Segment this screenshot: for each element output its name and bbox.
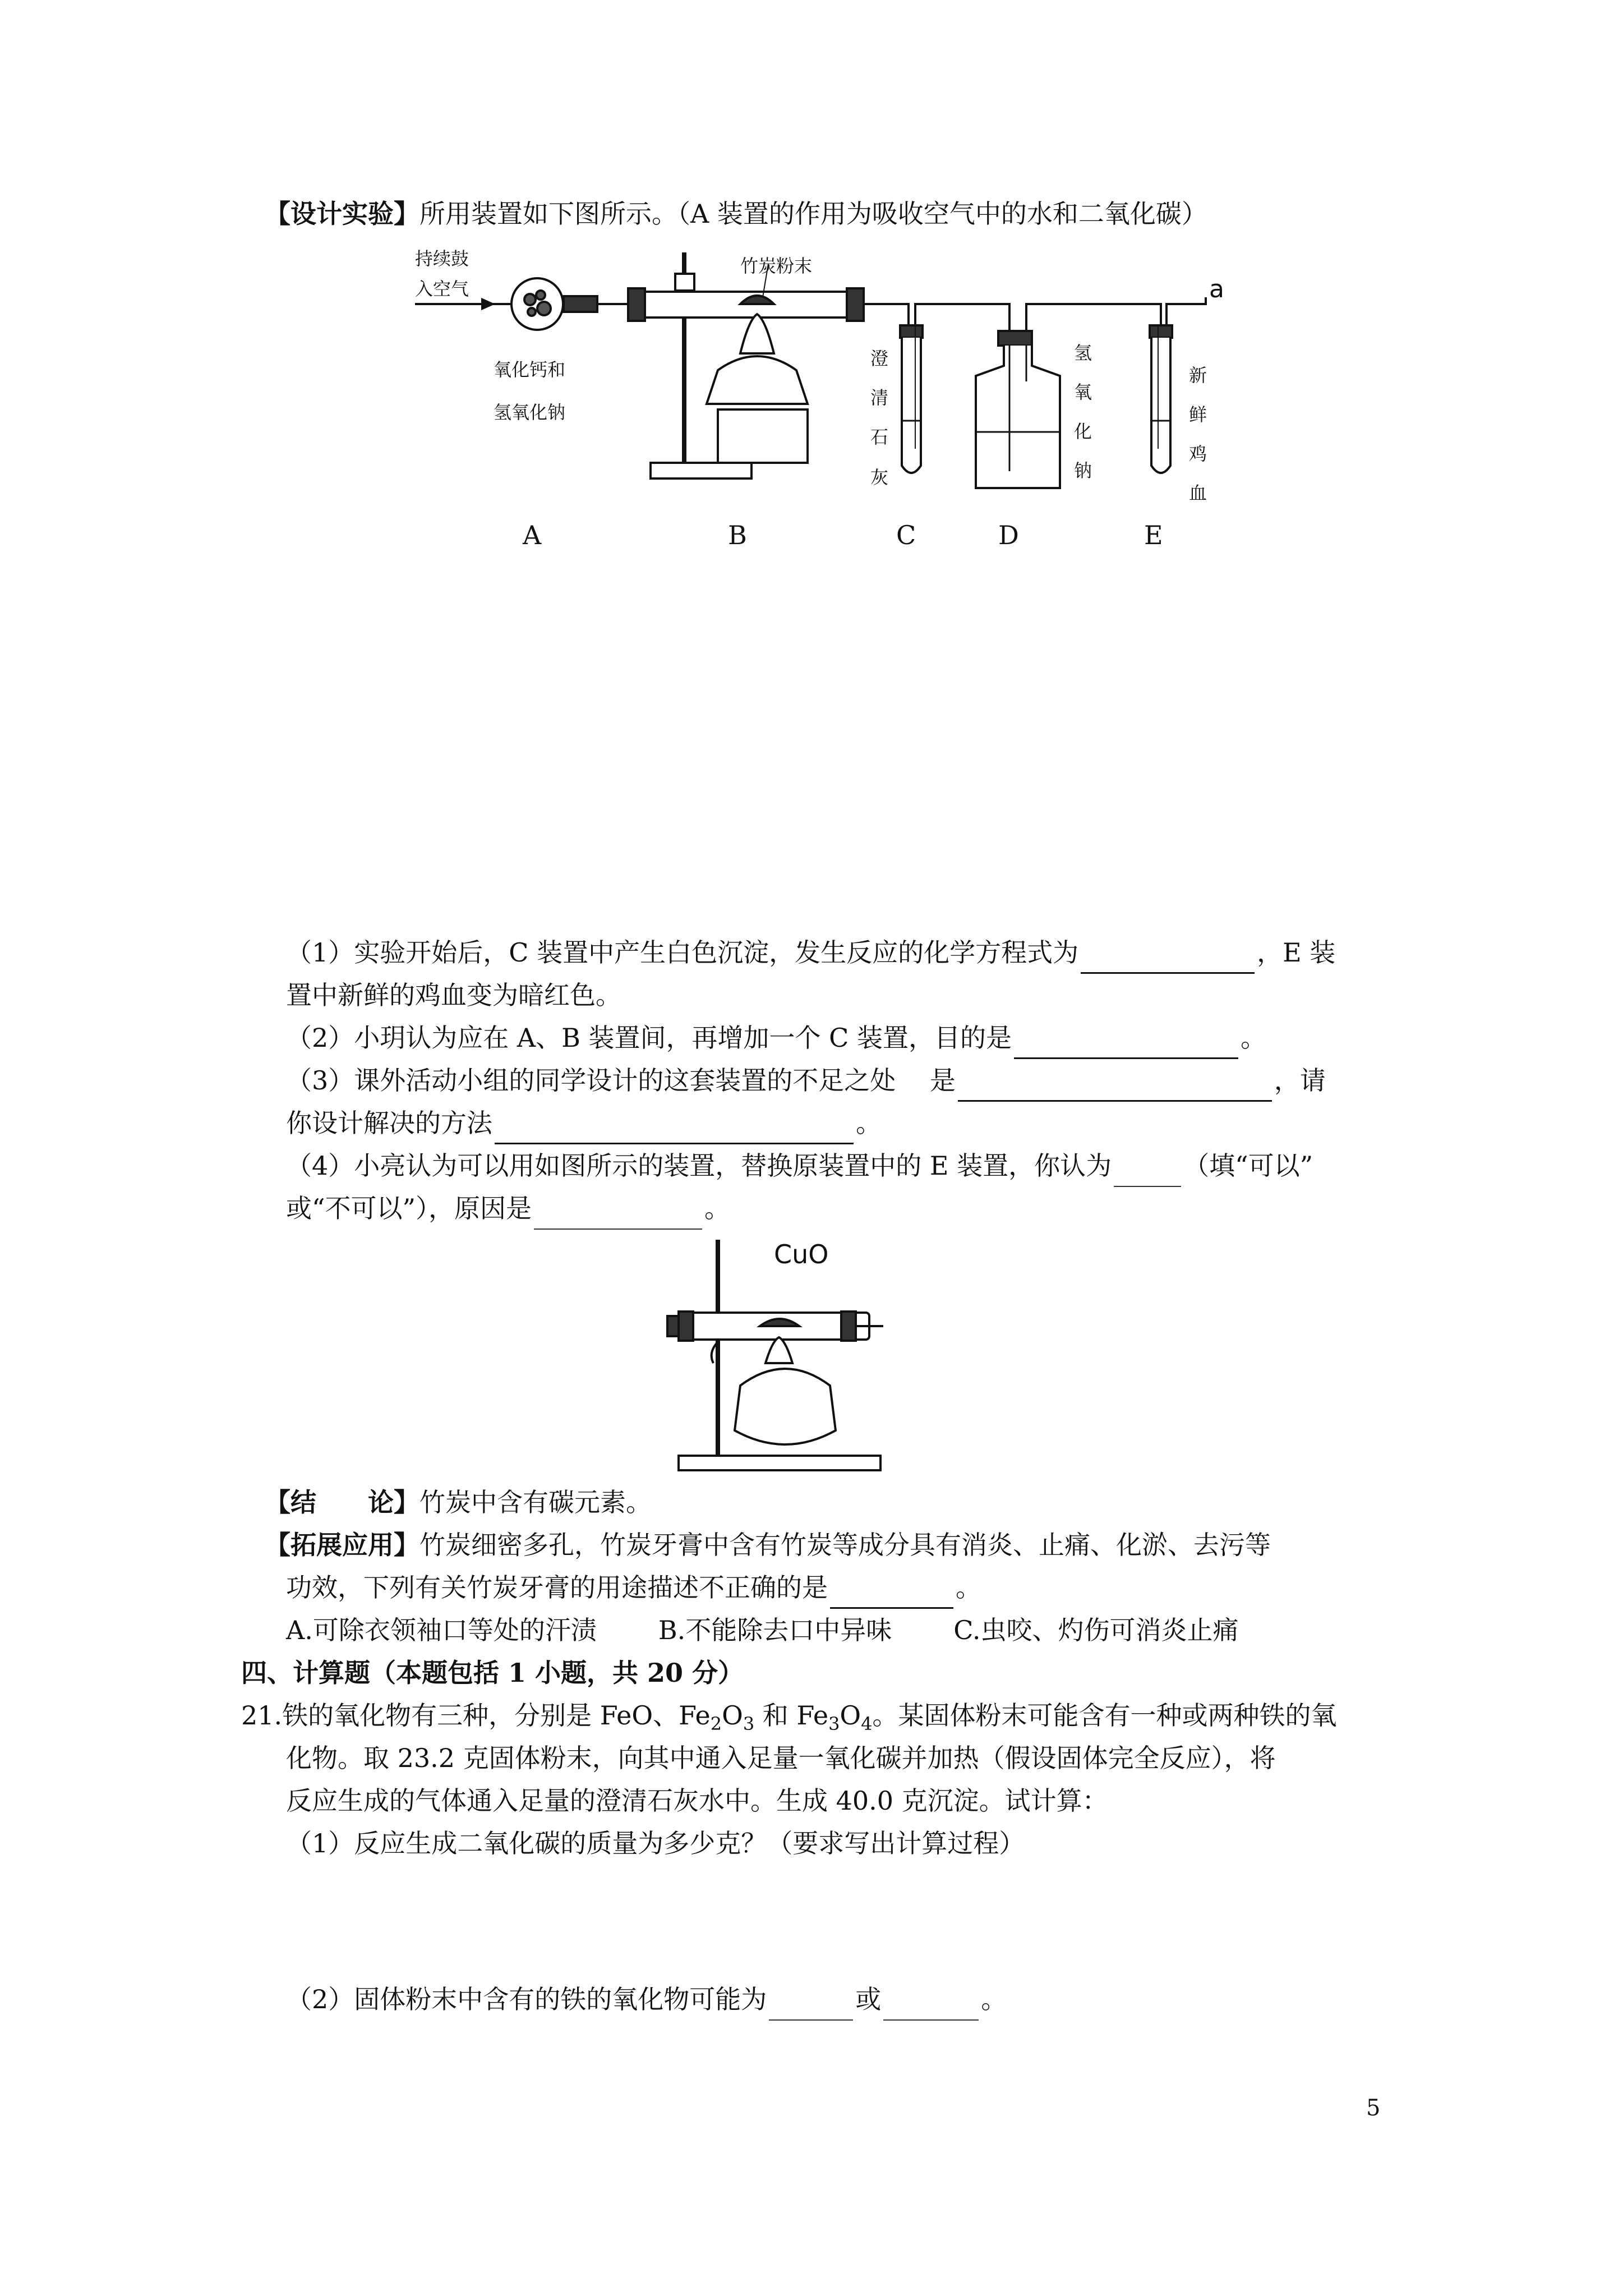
reagent-e-1: 新 [1189, 365, 1207, 386]
extension-heading: 【拓展应用】 [265, 1530, 419, 1560]
q1-line1 [286, 931, 1335, 974]
q1-answer-blank[interactable] [1081, 942, 1255, 974]
extension-text-2: 功效，下列有关竹炭牙膏的用途描述不正确的是 [286, 1572, 828, 1603]
label-b: B [728, 520, 747, 550]
q4-text-c: 或“不可以”），原因是 [286, 1193, 532, 1223]
q21-mid-1: O [722, 1700, 743, 1731]
test-tube-c [902, 338, 921, 473]
q21-sub-4: 4 [861, 1713, 873, 1734]
air-arrow-head [482, 300, 492, 309]
q21-part2-text-a: （2）固体粉末中含有的铁的氧化物可能为 [286, 1984, 767, 2014]
q21-part2-text-b: 。 [981, 1984, 1007, 2014]
label-e: E [1144, 520, 1163, 550]
q4-answer-blank-2[interactable] [534, 1198, 702, 1230]
reagent-e-4: 血 [1189, 482, 1207, 504]
cuo-apparatus-figure [662, 1228, 897, 1475]
label-a: A [523, 520, 542, 550]
reagent-d-2: 氧 [1074, 381, 1092, 403]
q1-line2: 置中新鲜的鸡血变为暗红色。 [286, 980, 621, 1010]
charcoal-label: 竹炭粉末 [740, 255, 813, 277]
cuo-label: CuO [774, 1239, 829, 1269]
label-d: D [998, 520, 1019, 550]
q3-text-d: 。 [856, 1108, 882, 1138]
extension-text-3: 。 [956, 1572, 981, 1603]
q21-line2: 化物。取 23.2 克固体粉末，向其中通入足量一氧化碳并加热（假设固体完全反应），将 [286, 1743, 1276, 1773]
design-heading: 【设计实验】 [265, 199, 419, 229]
bottle-d [976, 346, 1060, 488]
q1-text-b: ，E 装 [1257, 937, 1336, 968]
option-c: C.虫咬、灼伤可消炎止痛 [953, 1615, 1239, 1645]
lamp-block [718, 409, 808, 463]
stand-base-b [651, 463, 751, 478]
q4-text-b: （填“可以” [1183, 1151, 1313, 1181]
extension-text-1: 竹炭细密多孔，竹炭牙膏中含有竹炭等成分具有消炎、止痛、化淤、去污等 [419, 1530, 1271, 1560]
reagent-c-1: 澄 [870, 348, 889, 369]
q21-answer-blank-1[interactable] [769, 1989, 853, 2021]
alcohol-lamp-b [707, 356, 808, 404]
q3-answer-blank-2[interactable] [495, 1112, 854, 1144]
drying-tube-a [511, 278, 563, 330]
test-tube-e [1151, 338, 1170, 473]
air-label-1: 持续鼓 [415, 248, 469, 269]
q21-sub-2: 3 [743, 1713, 755, 1734]
reagent-d-4: 钠 [1074, 460, 1092, 481]
q21-sub-1: 2 [710, 1713, 722, 1734]
option-a: A.可除衣领袖口等处的汗渍 [286, 1615, 597, 1645]
design-line [265, 192, 1207, 235]
alcohol-lamp [735, 1369, 836, 1444]
section4-title: 四、计算题（本题包括 1 小题，共 20 分） [241, 1658, 744, 1688]
design-text: 所用装置如下图所示。（A 装置的作用为吸收空气中的水和二氧化碳） [419, 199, 1207, 229]
q2-text-b: 。 [1240, 1023, 1266, 1053]
q2-answer-blank[interactable] [1014, 1027, 1238, 1059]
stand-base [679, 1456, 880, 1470]
q21-part2-or: 或 [855, 1984, 882, 2014]
reagent-e-3: 鸡 [1189, 443, 1207, 464]
q21-answer-blank-2[interactable] [883, 1989, 979, 2021]
air-label-2: 入空气 [415, 278, 469, 300]
reagent-c-4: 灰 [870, 467, 889, 488]
q4-answer-blank-1[interactable] [1114, 1156, 1181, 1187]
extension-options [286, 1609, 1238, 1651]
q21-mid-2: 和 Fe [754, 1700, 829, 1731]
extension-line2 [286, 1566, 981, 1609]
outlet-label: a [1209, 275, 1224, 303]
q21-part2 [286, 1978, 1007, 2021]
reagent-c-2: 清 [870, 387, 889, 408]
q21-text-a: 21.铁的氧化物有三种，分别是 FeO、Fe [241, 1700, 711, 1731]
q2-text-a: （2）小玥认为应在 A、B 装置间，再增加一个 C 装置，目的是 [286, 1023, 1012, 1053]
conclusion-heading: 【结 论】 [265, 1487, 419, 1517]
q3-text-c: 你设计解决的方法 [286, 1108, 492, 1138]
q3-line2 [286, 1102, 882, 1144]
q21-part1: （1）反应生成二氧化碳的质量为多少克？（要求写出计算过程） [286, 1828, 1025, 1858]
reagent-d-1: 氢 [1074, 342, 1092, 364]
q1-text-a: （1）实验开始后，C 装置中产生白色沉淀，发生反应的化学方程式为 [286, 937, 1079, 968]
reagent-c-3: 石 [870, 426, 889, 448]
q3-line1 [286, 1059, 1326, 1102]
extension-line1 [265, 1524, 1271, 1566]
extension-answer-blank[interactable] [830, 1577, 953, 1609]
reagent-e-2: 鲜 [1189, 404, 1207, 425]
reagent-a-2: 氢氧化钠 [494, 402, 566, 423]
q21-text-b: 。某固体粉末可能含有一种或两种铁的氧 [872, 1700, 1337, 1731]
q21-mid-3: O [840, 1700, 861, 1731]
q4-text-d: 。 [704, 1193, 731, 1223]
apparatus-diagram [404, 241, 1245, 555]
q3-answer-blank-1[interactable] [958, 1070, 1272, 1102]
reagent-a-1: 氧化钙和 [494, 359, 566, 380]
q21-line3: 反应生成的气体通入足量的澄清石灰水中。生成 40.0 克沉淀。试计算： [286, 1786, 1108, 1816]
q2-line [286, 1016, 1266, 1059]
q3-text-a: （3）课外活动小组的同学设计的这套装置的不足之处 是 [286, 1065, 956, 1096]
page-number: 5 [1366, 2095, 1381, 2121]
label-c: C [896, 520, 916, 550]
q4-text-a: （4）小亮认为可以用如图所示的装置，替换原装置中的 E 装置，你认为 [286, 1151, 1112, 1181]
q4-line2 [286, 1187, 730, 1230]
q3-text-b: ，请 [1274, 1065, 1326, 1096]
option-b: B.不能除去口中异味 [658, 1615, 892, 1645]
q4-line1 [286, 1144, 1313, 1187]
q21-sub-3: 3 [828, 1713, 840, 1734]
conclusion-text: 竹炭中含有碳元素。 [419, 1487, 652, 1517]
conclusion-line [265, 1481, 652, 1524]
reagent-d-3: 化 [1074, 421, 1092, 442]
